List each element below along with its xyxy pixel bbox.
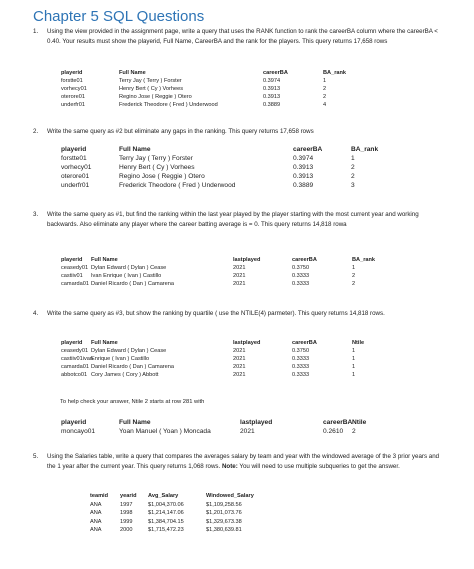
table-cell: $1,214,147.06 [148, 510, 184, 516]
column-header: lastplayed [233, 340, 261, 346]
table-cell: Terry Jay ( Terry ) Forster [119, 78, 182, 84]
column-header: playerid [61, 419, 87, 426]
table-cell: Terry Jay ( Terry ) Forster [119, 155, 193, 162]
question-number: 4. [33, 310, 39, 317]
table-cell: Daniel Ricardo ( Dan ) Camarena [91, 364, 175, 370]
column-header: Full Name [119, 70, 146, 76]
table-cell: 0.3333 [292, 356, 310, 362]
table-cell: 2021 [233, 281, 246, 287]
table-cell: Daniel Ricardo ( Dan ) Camarena [91, 281, 175, 287]
question-number: 1. [33, 28, 39, 35]
table-cell: $1,384,704.15 [148, 518, 184, 525]
table-cell: forstte01 [61, 78, 83, 84]
table-cell: 0.3333 [292, 372, 310, 378]
column-header: playerid [61, 146, 87, 153]
table-cell: 2000 [120, 527, 133, 533]
table-cell: Cory James ( Cory ) Abbott [91, 372, 159, 378]
column-header: yearid [120, 493, 137, 499]
table-cell: moncayo01 [61, 428, 96, 435]
table-cell: 0.3333 [292, 364, 310, 370]
column-header: careerBA [292, 340, 317, 346]
table-cell: Henry Bert ( Cy ) Vorhees [119, 86, 184, 92]
page-title: Chapter 5 SQL Questions [33, 8, 205, 25]
note-label: Note: [221, 462, 238, 470]
table-cell: oterore01 [61, 94, 85, 100]
table-cell: 1 [352, 372, 356, 378]
table-cell: 2021 [233, 356, 246, 362]
column-header: careerBA [292, 257, 317, 263]
table-cell: 2 [352, 273, 356, 279]
column-header: Ntile [352, 419, 367, 426]
question-text [47, 452, 449, 471]
column-header: BA_rank [323, 70, 347, 76]
table-cell: ANA [90, 501, 102, 508]
check-note: To help check your answer, Ntile 2 starts at row 281 with [60, 399, 205, 405]
column-header: Windowed_Salary [206, 493, 254, 499]
table-cell: 0.3913 [293, 164, 314, 171]
table-cell: 0.3750 [292, 265, 310, 271]
table-cell: 0.3913 [263, 86, 281, 92]
table-cell: 1999 [120, 518, 133, 525]
table-cell: Yoan Manuel ( Yoan ) Moncada [119, 428, 211, 435]
table-cell: 1 [352, 348, 356, 354]
table-cell: 0.3750 [292, 348, 310, 354]
table-cell: oterore01 [61, 173, 90, 180]
column-header: careerBA [263, 70, 288, 76]
question-number: 5. [33, 453, 39, 460]
table-cell: 0.3974 [263, 78, 281, 84]
table-cell: underfr01 [61, 182, 90, 189]
table-cell: 1 [352, 356, 356, 362]
question-text: Write the same query as #2 but eliminate any gaps in the ranking. This query returns 17,658 rows [47, 128, 314, 135]
table-cell: forstte01 [61, 155, 87, 162]
table-cell: $1,109,258.56 [206, 501, 242, 508]
table-cell: 0.3333 [292, 273, 310, 279]
column-header: careerBA [323, 419, 353, 426]
table-cell: 2021 [233, 372, 246, 378]
table-cell: Dylan Edward ( Dylan ) Cease [91, 265, 167, 271]
table-cell: 2 [352, 281, 356, 287]
column-header: BA_rank [351, 146, 379, 153]
column-header: playerid [61, 257, 83, 263]
column-header: Avg_Salary [148, 493, 179, 499]
table-cell: 0.3889 [263, 102, 281, 108]
table-cell: ceasedy01 [61, 348, 89, 354]
table-cell: castiiv01ivan [61, 356, 94, 362]
table-cell: 2 [323, 94, 327, 100]
question-text: Using the view provided in the assignment page, write a query that uses the RANK function to rank the careerBA column where the careerBA < 0.40. Your results must show the playerid, Full Name, CareerBA and the rank for the players. This query returns 17,658 rows [47, 28, 438, 45]
table-cell: 2021 [240, 428, 255, 435]
table-cell: 2 [352, 428, 356, 435]
table-cell: 0.3333 [292, 281, 310, 287]
table-cell: Frederick Theodore ( Fred ) Underwood [119, 102, 218, 108]
table-cell: 0.3889 [293, 182, 314, 189]
question-number: 3. [33, 211, 39, 218]
table-cell: underfr01 [61, 102, 85, 108]
column-header: playerid [61, 70, 83, 76]
table-cell: 2 [351, 164, 355, 171]
table-cell: vorhecy01 [61, 86, 87, 92]
table-cell: 2021 [233, 273, 246, 279]
table-cell: $1,201,073.76 [206, 510, 242, 516]
table-cell: 4 [323, 102, 327, 108]
table-cell: 1 [351, 155, 355, 162]
table-cell: 1997 [120, 501, 133, 508]
table-cell: 2021 [233, 364, 246, 370]
table-cell: $1,380,639.81 [206, 527, 242, 533]
table-cell: 0.3913 [263, 94, 281, 100]
table-cell: $1,329,673.38 [206, 518, 242, 525]
table-cell: ANA [90, 518, 102, 525]
table-cell: ceasedy01 [61, 265, 89, 271]
column-header: teamid [90, 493, 109, 499]
column-header: Full Name [119, 419, 151, 426]
table-cell: vorhecy01 [61, 164, 92, 171]
column-header: careerBA [293, 146, 323, 153]
table-cell: Frederick Theodore ( Fred ) Underwood [119, 182, 236, 189]
table-cell: ANA [90, 527, 102, 533]
table-cell: 0.2610 [323, 428, 344, 435]
table-cell: 0.3913 [293, 173, 314, 180]
question-text: Write the same query as #1, but find the ranking within the last year played by the player starting with the most current year and working backwards. Also eliminate any player where the career batting average is = 0. This query returns 14,818 rowa [47, 211, 419, 228]
table-cell: Dylan Edward ( Dylan ) Cease [91, 348, 167, 354]
table-cell: 2021 [233, 348, 246, 354]
column-header: lastplayed [233, 257, 261, 263]
table-cell: Enrique ( Ivan ) Castillo [91, 356, 150, 362]
table-cell: 0.3974 [293, 155, 314, 162]
table-cell: Henry Bert ( Cy ) Vorhees [119, 164, 195, 171]
table-cell: $1,004,370.06 [148, 501, 184, 508]
table-cell: 1 [352, 265, 356, 271]
question-text: Write the same query as #3, but show the ranking by quartile ( use the NTILE(4) parmeter). This query returns 14,818 rows. [47, 310, 385, 317]
table-cell: camarda01 [61, 364, 89, 370]
table-cell: Regino Jose ( Reggie ) Otero [119, 173, 205, 180]
question-number: 2. [33, 128, 39, 135]
table-cell: 1998 [120, 510, 133, 516]
table-cell: camarda01 [61, 281, 89, 287]
column-header: Full Name [91, 257, 118, 263]
table-cell: 3 [351, 182, 355, 189]
column-header: BA_rank [352, 257, 376, 263]
table-cell: 2021 [233, 265, 246, 271]
table-cell: castiiv01 [61, 273, 83, 279]
table-cell: 1 [352, 364, 356, 370]
note-text: You will need to use multiple subqueries to get the answer. [239, 462, 400, 470]
table-cell: Regino Jose ( Reggie ) Otero [119, 94, 192, 100]
column-header: Full Name [119, 146, 151, 153]
column-header: Ntile [352, 340, 365, 346]
column-header: lastplayed [240, 419, 273, 426]
table-cell: 1 [323, 78, 327, 84]
table-cell: 2 [351, 173, 355, 180]
column-header: playerid [61, 340, 83, 346]
column-header: Full Name [91, 340, 118, 346]
table-cell: $1,715,472.23 [148, 527, 184, 533]
table-cell: Ivan Enrique ( Ivan ) Castillo [91, 273, 162, 279]
table-cell: abbotco01 [61, 372, 88, 378]
table-cell: 2 [323, 86, 327, 92]
question-text-main: Using the Salaries table, write a query that compares the averages salary by team and year with the windowed average of the 3 prior years and the 1 year after the current year. This query returns 1,068 rows. [47, 453, 440, 470]
table-cell: ANA [90, 510, 102, 516]
